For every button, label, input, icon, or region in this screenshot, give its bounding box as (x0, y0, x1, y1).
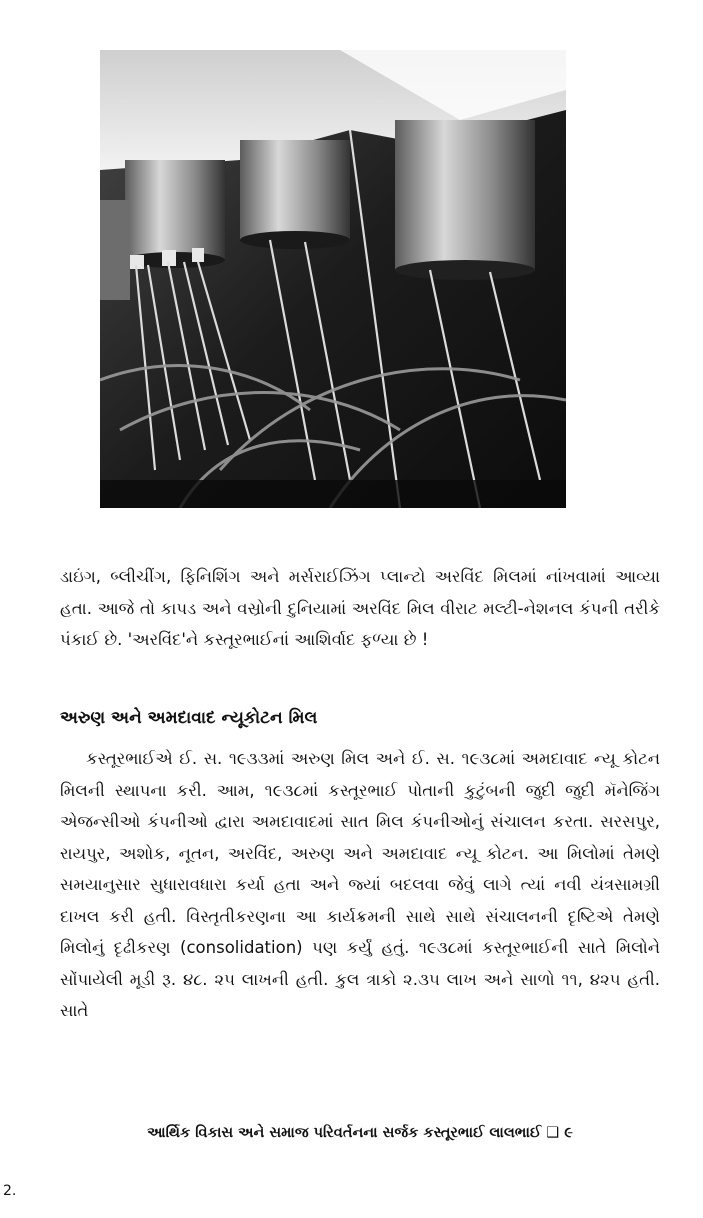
paragraph-mills-history: કસ્તૂરભાઈએ ઈ. સ. ૧૯૩૩માં અરુણ મિલ અને ઈ. સ. ૧૯૩૮માં અમદાવાદ ન્યૂ કોટન મિલની સ્થાપના કરી. આમ, ૧૯૩૮માં કસ્તૂરભાઈ પોતાની કુટુંબની જુદી જુદી મૅનેજિંગ એજન્સીઓ કંપનીઓ દ્વારા અમદાવાદમાં સાત મિલ કંપનીઓનું સંચાલન કરતા. સરસપુર, રાયપુર, અશોક, નૂતન, અરવિંદ, અરુણ અને અમદાવાદ ન્યૂ કોટન. આ મિલોમાં તેમણે સમયાનુસાર સુધારાવધારા કર્યા હતા અને જ્યાં બદલવા જેવું લાગે ત્યાં નવી યંત્રસામગ્રી દાખલ કરી હતી. વિસ્તૃતીકરણના આ કાર્યક્રમની સાથે સાથે સંચાલનની દૃષ્ટિએ તેમણે મિલોનું દૃઢીકરણ (consolidation) પણ કર્યું હતું. ૧૯૩૮માં કસ્તૂરભાઈની સાતે મિલોને સોંપાયેલી મૂડી રૂ. ૪૮. ૨૫ લાખની હતી. કુલ ત્રાકો ૨.૩૫ લાખ અને સાળો ૧૧, ૪૨૫ હતી. સાતે (60, 749, 660, 1020)
textile-mill-machine-photo-icon (100, 50, 566, 508)
section-heading-arun-mill: અરુણ અને અમદાવાદ ન્યૂકોટન મિલ (60, 708, 318, 728)
paragraph-dyeing-plants: ડાઇંગ, બ્લીચીંગ, ફિનિશિંગ અને મર્સરાઈઝિંગ પ્લાન્ટો અરવિંદ મિલમાં નાંખવામાં આવ્યા હતા. આજે તો કાપડ અને વસ્રોની દુનિયામાં અરવિંદ મિલ વીરાટ મલ્ટી-નેશનલ કંપની તરીકે પંકાઈ છે. 'અરવિંદ'ને કસ્તૂરભાઈનાં આશિર્વાદ ફળ્યા છે ! (60, 567, 660, 649)
mill-machine-photo (100, 50, 566, 508)
page-edge-mark: 2. (3, 1183, 17, 1199)
running-footer-title: આર્થિક વિકાસ અને સમાજ પરિવર્તનના સર્જક કસ્તૂરભાઈ લાલભાઈ ❑ ૯ (147, 1125, 573, 1141)
